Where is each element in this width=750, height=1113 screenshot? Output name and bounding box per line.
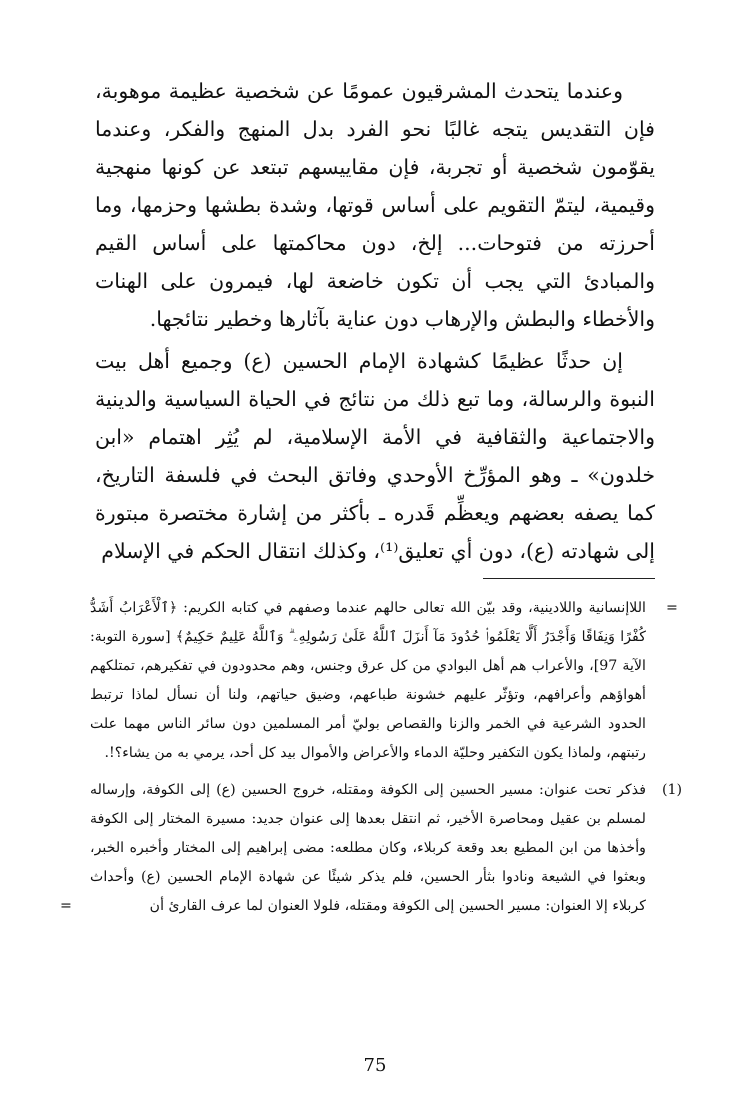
footnote-text: فذكر تحت عنوان: مسير الحسين إلى الكوفة ومقتله، خروج الحسين (ع) إلى الكوفة، وإرساله لمسلم بن عقيل ومحاصرة الأخير، ثم انتقل بعدها إلى عنوان جديد: مسيرة المختار إلى الكوفة وأخذها من ابن المطيع بعد وقعة كربلاء، وكان مطلعه: مضى إبراهيم إلى المختار وأخبره الخبر، وبعثوا في الشيعة ونادوا بثأر الحسين، فلم يذكر شيئًا عن شهادة الإمام الحسين (ع) وأحداث كربلاء إلا العنوان: مسير الحسين إلى الكوفة ومقتله، فلولا العنوان لما عرف القارئ أن <box>90 782 646 914</box>
page-number: 75 <box>363 1055 387 1076</box>
main-text <box>95 72 655 570</box>
footnote-marker: = <box>666 600 678 616</box>
footnote-1 <box>60 776 690 921</box>
footnote-text: اللاإنسانية واللادينية، وقد بيّن الله تعالى حالهم عندما وصفهم في كتابه الكريم: ﴿ٱلْأَعْرَابُ أَشَدُّ كُفْرًا وَنِفَاقًا وَأَجْدَرُ أَلَّا يَعْلَمُوا۟ حُدُودَ مَآ أَنزَلَ ٱللَّهُ عَلَىٰ رَسُولِهِۦ ۗ وَٱللَّهُ عَلِيمٌ حَكِيمٌ﴾ [سورة التوبة: الآية 97]، والأعراب هم أهل البوادي من كل عرق وجنس، وهم محدودون في تفكيرهم، تمتلكهم أهواؤهم وأعرافهم، وتؤثّر عليهم خشونة طباعهم، وضيق حياتهم، ولنا أن نسأل لماذا ترتبط الحدود الشرعية في الخمر والزنا والقصاص بوليّ أمر المسلمين دون سائر الناس مهما علت رتبتهم، ولماذا يكون التكفير وحليّة الدماء والأعراض والأموال بيد كل أحد، يرمي به من يشاء؟!. <box>90 600 646 761</box>
continuation-marker: = <box>60 898 72 914</box>
paragraph-2: إن حدثًا عظيمًا كشهادة الإمام الحسين (ع) وجميع أهل بيت النبوة والرسالة، وما تبع ذلك من نتائج في الحياة السياسية والدينية والاجتماعية والثقافية في الأمة الإسلامية، لم يُثِر اهتمام «ابن خلدون» ـ وهو المؤرِّخ الأوحدي وفاتق البحث في فلسفة التاريخ، كما يصفه بعضهم ويعظِّم قَدره ـ بأكثر من إشارة مختصرة مبتورة إلى شهادته (ع)، دون أي تعليق⁽¹⁾، وكذلك انتقال الحكم في الإسلام <box>95 349 655 563</box>
paragraph-1: وعندما يتحدث المشرقيون عمومًا عن شخصية عظيمة موهوبة، فإن التقديس يتجه غالبًا نحو الفرد بدل المنهج والفكر، وعندما يقوّمون شخصية أو تجربة، فإن مقاييسهم تبتعد عن كونها منهجية وقيمية، ليتمّ التقويم على أساس قوتها، وشدة بطشها وحزمها، وما أحرزته من فتوحات... إلخ، دون محاكمتها على أساس القيم والمبادئ التي يجب أن تكون خاضعة لها، فيمرون على الهنات والأخطاء والبطش والإرهاب دون عناية بآثارها وخطير نتائجها. <box>95 79 655 331</box>
footnote-continued <box>90 594 690 768</box>
footnote-marker: (1) <box>661 782 683 798</box>
footnote-separator <box>483 578 655 579</box>
footnotes <box>60 594 690 921</box>
